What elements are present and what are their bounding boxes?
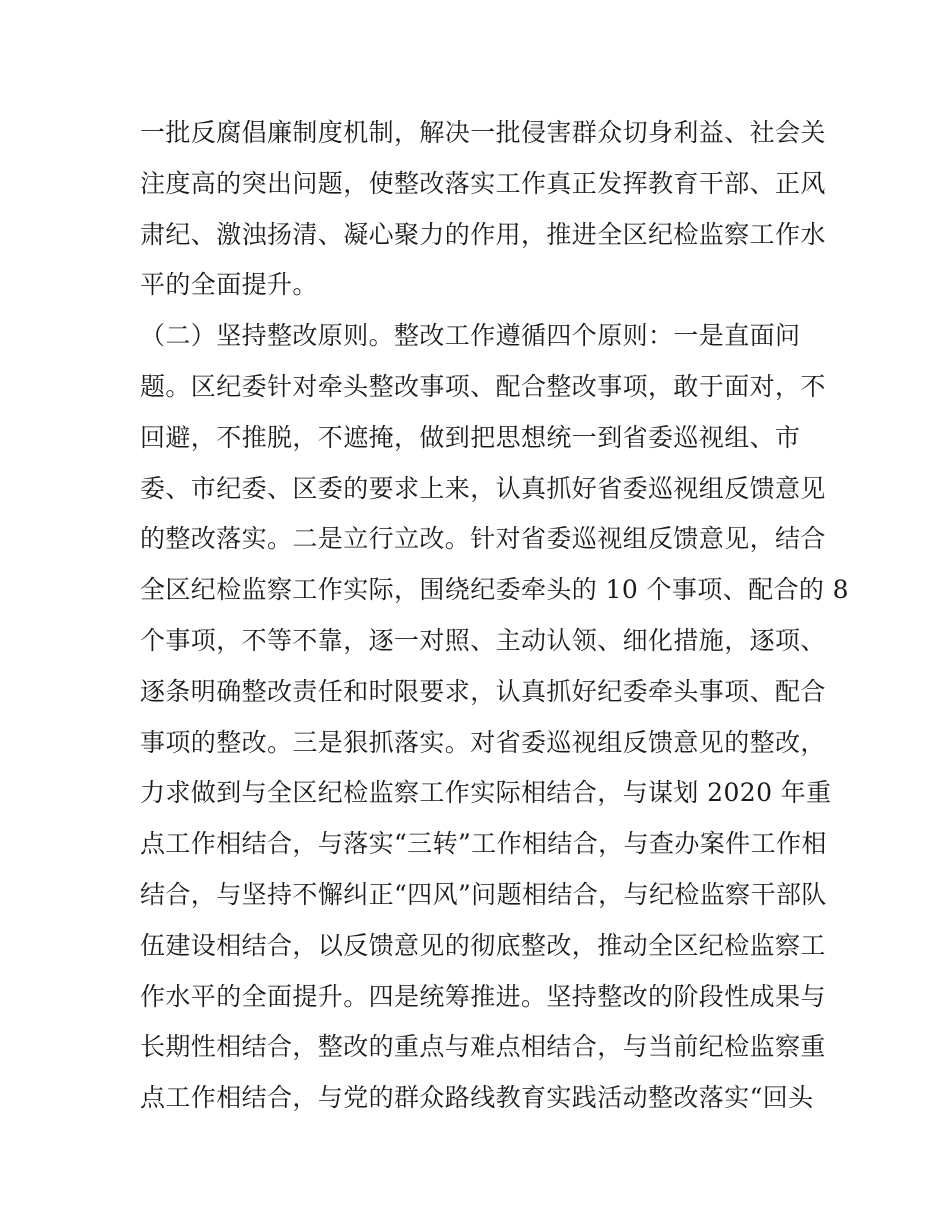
text-line: 委、市纪委、区委的要求上来，认真抓好省委巡视组反馈意见 [140, 473, 826, 503]
text-line: （二）坚持整改原则。整改工作遵循四个原则：一是直面问 [140, 321, 801, 351]
text-line: 点工作相结合，与党的群众路线教育实践活动整改落实“回头 [140, 1083, 814, 1113]
text-line: 注度高的突出问题，使整改落实工作真正发挥教育干部、正风 [140, 168, 826, 198]
text-line: 个事项，不等不靠，逐一对照、主动认领、细化措施，逐项、 [140, 625, 826, 655]
text-line: 肃纪、激浊扬清、凝心聚力的作用，推进全区纪检监察工作水 [140, 219, 826, 249]
text-line: 回避，不推脱，不遮掩，做到把思想统一到省委巡视组、市 [140, 422, 801, 452]
text-line: 力求做到与全区纪检监察工作实际相结合，与谋划 2020 年重 [140, 778, 832, 808]
text-line: 一批反腐倡廉制度机制，解决一批侵害群众切身利益、社会关 [140, 118, 826, 147]
text-line: 题。区纪委针对牵头整改事项、配合整改事项，敢于面对，不 [140, 371, 826, 401]
text-line: 伍建设相结合，以反馈意见的彻底整改，推动全区纪检监察工 [140, 930, 826, 960]
text-line: 长期性相结合，整改的重点与难点相结合，与当前纪检监察重 [140, 1032, 826, 1062]
text-line: 结合，与坚持不懈纠正“四风”问题相结合，与纪检监察干部队 [140, 879, 827, 909]
text-line: 的整改落实。二是立行立改。针对省委巡视组反馈意见，结合 [140, 524, 826, 554]
text-line: 点工作相结合，与落实“三转”工作相结合，与查办案件工作相 [140, 829, 827, 859]
text-line: 逐条明确整改责任和时限要求，认真抓好纪委牵头事项、配合 [140, 676, 826, 706]
body-text [140, 108, 849, 1124]
text-line: 全区纪检监察工作实际，围绕纪委牵头的 10 个事项、配合的 8 [140, 575, 849, 605]
text-line: 事项的整改。三是狠抓落实。对省委巡视组反馈意见的整改， [140, 727, 826, 757]
text-line: 作水平的全面提升。四是统筹推进。坚持整改的阶段性成果与 [140, 981, 826, 1011]
text-line: 平的全面提升。 [140, 270, 318, 300]
